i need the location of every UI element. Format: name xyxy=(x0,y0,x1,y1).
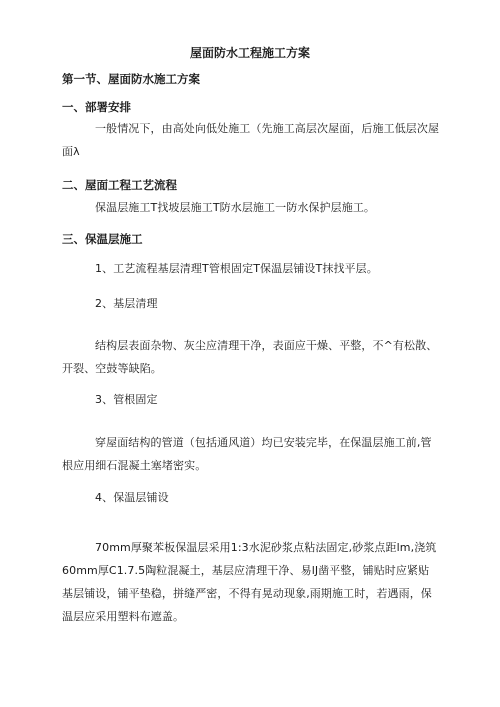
paragraph-pipe-fixing: 穿屋面结构的管道（包括通风道）均已安装完毕，在保温层施工前,管根应用细石混凝土塞堵密实。 xyxy=(62,436,432,472)
document-title: 屋面防水工程施工方案 xyxy=(189,46,310,60)
paragraph-deployment: 一般情况下，由高处向低处施工（先施工高层次屋面，后施工低层次屋面λ xyxy=(62,122,440,158)
paragraph-insulation-laying: 70mm厚聚苯板保温层采用1:3水泥砂浆点粘法固定,砂浆点距lm,浇筑60mm厚C1.7.5陶粒混凝土，基层应清理干净、易lJ凿平整，铺贴时应紧贴基层铺设，铺平垫稳，拼缝严密，不得有晃动现象,雨期施工时，若遇雨，保温层应采用塑料布遮盖。 xyxy=(62,541,437,623)
heading-process-flow: 二、屋面工程工艺流程 xyxy=(62,178,177,192)
subheading-base-cleaning: 2、基层清理 xyxy=(95,297,158,310)
paragraph-process-flow: 保温层施工T找坡层施工T防水层施工一防水保护层施工。 xyxy=(95,201,376,214)
heading-deployment: 一、部署安排 xyxy=(62,100,131,114)
subheading-insulation-laying: 4、保温层铺设 xyxy=(95,491,169,504)
heading-insulation: 三、保温层施工 xyxy=(62,232,143,246)
paragraph-workflow: 1、工艺流程基层清理T管根固定T保温层铺设T抹找平层。 xyxy=(95,262,378,275)
paragraph-base-cleaning: 结构层表面杂物、灰尘应清理干净，表面应干燥、平整，不^有松散、开裂、空鼓等缺陷。 xyxy=(62,339,438,375)
section-heading: 第一节、屋面防水施工方案 xyxy=(62,72,200,86)
subheading-pipe-fixing: 3、管根固定 xyxy=(95,393,158,406)
